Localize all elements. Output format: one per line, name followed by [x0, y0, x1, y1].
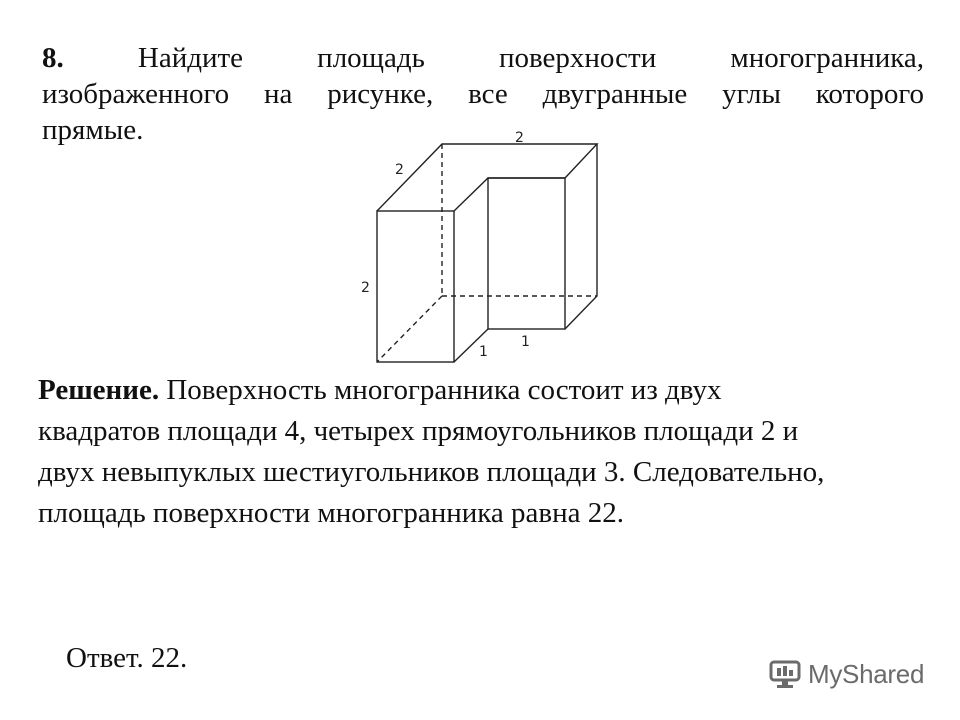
solution-line-1	[38, 370, 898, 411]
label-left-side: 2	[361, 280, 370, 296]
problem-text-line-1: Найдите площадь поверхности многогранника,	[137, 42, 924, 74]
answer: Ответ. 22.	[66, 642, 188, 674]
label-bottom-2: 1	[521, 334, 530, 350]
myshared-logo-icon	[768, 658, 802, 690]
label-top: 2	[515, 130, 524, 146]
solution-block	[38, 370, 898, 534]
watermark	[768, 656, 924, 692]
problem-number: 8.	[42, 42, 64, 74]
problem-line-1	[42, 40, 924, 76]
solution-text-line-4: площадь поверхности многогранника равна 22.	[38, 497, 624, 529]
solution-text-line-3: двух невыпуклых шестиугольников площади 3. Следовательно,	[38, 456, 825, 488]
label-bottom-1: 1	[479, 344, 488, 360]
polyhedron-drawing	[355, 128, 615, 368]
watermark-text: MyShared	[808, 658, 925, 689]
solution-text-line-2: квадратов площади 4, четырех прямоугольников площади 2 и	[38, 415, 799, 447]
solution-text-line-1: Поверхность многогранника состоит из двух	[166, 374, 722, 406]
problem-text-line-2: изображенного на рисунке, все двугранные углы которого	[42, 78, 924, 110]
label-left-top: 2	[395, 162, 404, 178]
problem-text-line-3: прямые.	[42, 114, 144, 146]
solution-heading: Решение.	[38, 374, 160, 406]
polyhedron-figure	[355, 128, 615, 368]
